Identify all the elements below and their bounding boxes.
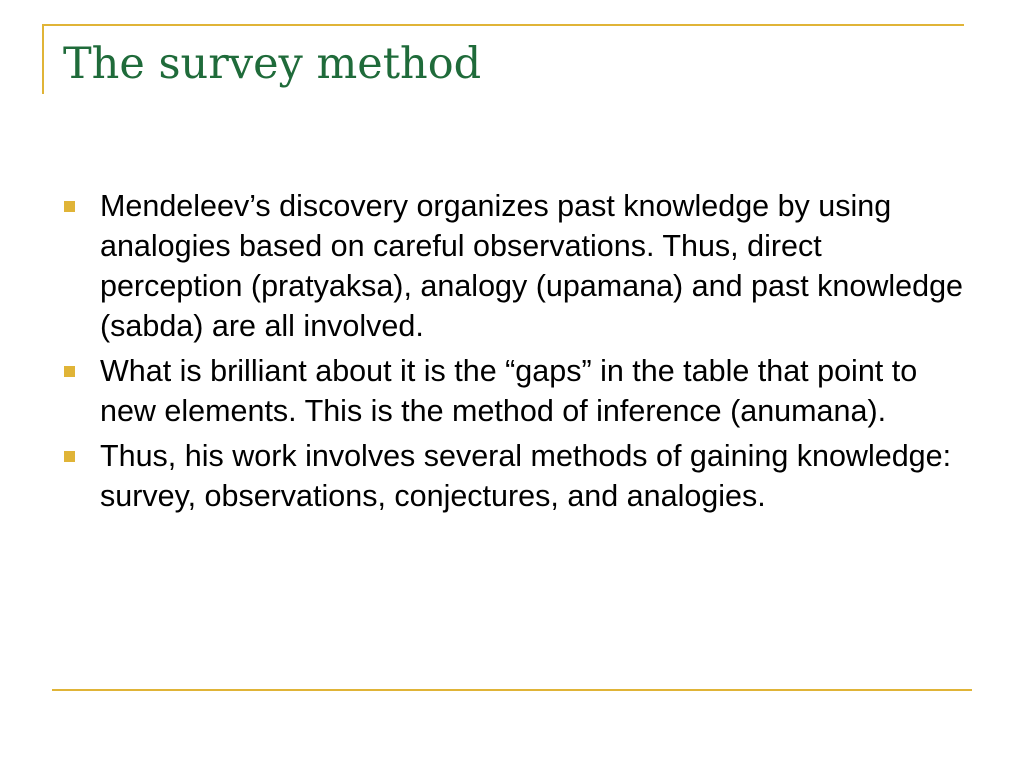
square-bullet-icon bbox=[64, 451, 75, 462]
top-rule bbox=[42, 24, 964, 26]
square-bullet-icon bbox=[64, 366, 75, 377]
bullet-item bbox=[64, 351, 969, 431]
bullet-item bbox=[64, 436, 969, 516]
bullet-list bbox=[64, 186, 969, 521]
bullet-text: What is brilliant about it is the “gaps” in the table that point to new elements. This is the method of inference (anumana). bbox=[100, 354, 918, 428]
bullet-text: Thus, his work involves several methods of gaining knowledge: survey, observations, conjectures, and analogies. bbox=[100, 439, 952, 513]
bullet-item bbox=[64, 186, 969, 346]
square-bullet-icon bbox=[64, 201, 75, 212]
bullet-text: Mendeleev’s discovery organizes past knowledge by using analogies based on careful observations. Thus, direct perception (pratyaksa), analogy (upamana) and past knowledge (sabda) are all involved. bbox=[100, 189, 963, 343]
slide-title: The survey method bbox=[63, 39, 482, 89]
left-rule bbox=[42, 24, 44, 94]
bottom-rule bbox=[52, 689, 972, 691]
